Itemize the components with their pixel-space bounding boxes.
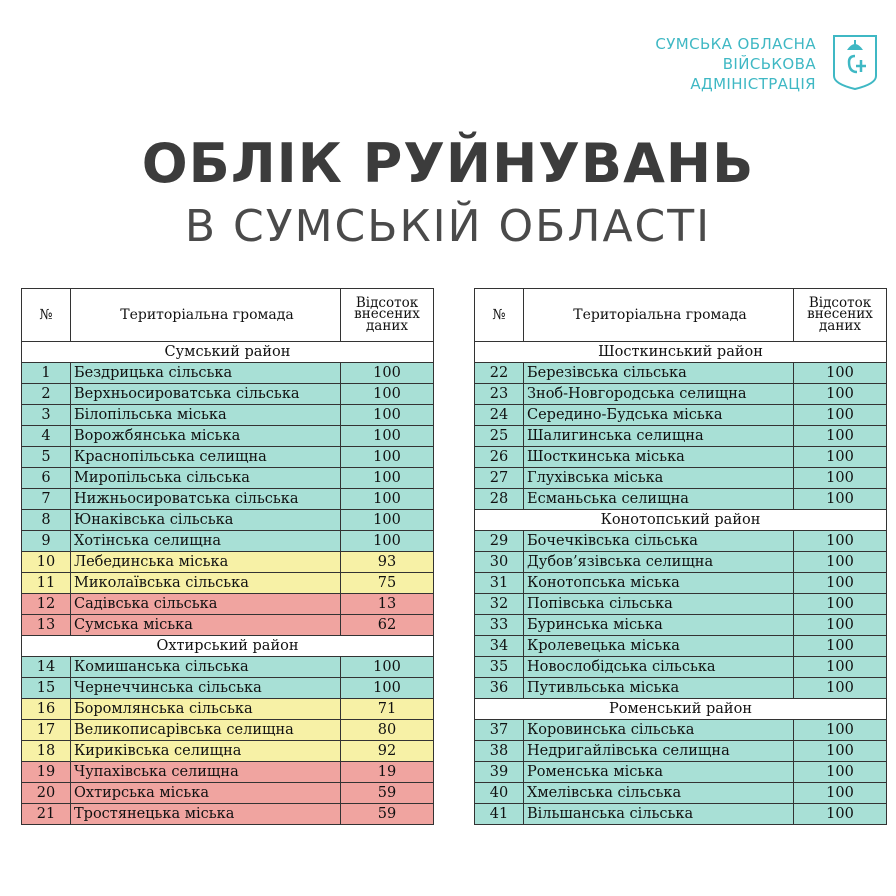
table-row [475,447,887,468]
table-row [475,552,887,573]
row-number: 28 [475,489,524,510]
percent-value: 100 [341,384,434,405]
header-percent [794,289,887,342]
percent-value: 100 [794,531,887,552]
percent-value: 100 [341,489,434,510]
district-name: Охтирський район [22,636,434,657]
table-row [475,657,887,678]
table-row [22,804,434,825]
table-row [22,489,434,510]
community-name: Чупахівська селищна [71,762,341,783]
table-row [475,573,887,594]
percent-value: 100 [341,405,434,426]
percent-value: 19 [341,762,434,783]
percent-value: 100 [341,657,434,678]
percent-value: 100 [341,447,434,468]
table-row [22,405,434,426]
table-row [475,678,887,699]
table-row [475,531,887,552]
row-number: 32 [475,594,524,615]
row-number: 31 [475,573,524,594]
percent-value: 100 [794,720,887,741]
percent-value: 93 [341,552,434,573]
table-row [22,678,434,699]
community-name: Буринська міська [524,615,794,636]
row-number: 9 [22,531,71,552]
community-name: Роменська міська [524,762,794,783]
destruction-table-right [474,288,887,825]
row-number: 22 [475,363,524,384]
district-name: Шосткинський район [475,342,887,363]
destruction-table-left [21,288,434,825]
percent-value: 100 [794,804,887,825]
header-num: № [475,289,524,342]
percent-value: 100 [341,531,434,552]
table-row [22,531,434,552]
table-row [475,489,887,510]
community-name: Шосткинська міська [524,447,794,468]
table-row [22,699,434,720]
table-row [475,384,887,405]
percent-value: 100 [794,762,887,783]
table-row [475,363,887,384]
district-row [22,342,434,363]
percent-value: 100 [794,594,887,615]
row-number: 8 [22,510,71,531]
row-number: 10 [22,552,71,573]
district-name: Сумський район [22,342,434,363]
row-number: 41 [475,804,524,825]
community-name: Лебединська міська [71,552,341,573]
community-name: Кириківська селищна [71,741,341,762]
row-number: 11 [22,573,71,594]
header-percent-line: Відсоток [355,294,419,311]
table-row [475,741,887,762]
table-row [22,552,434,573]
community-name: Глухівська міська [524,468,794,489]
row-number: 5 [22,447,71,468]
district-name: Конотопський район [475,510,887,531]
percent-value: 100 [794,783,887,804]
district-row [22,636,434,657]
community-name: Путивльська міська [524,678,794,699]
header-percent [341,289,434,342]
table-header-row [22,289,434,342]
table-header-row [475,289,887,342]
header-percent-line: даних [366,317,408,334]
percent-value: 100 [794,678,887,699]
community-name: Ворожбянська міська [71,426,341,447]
percent-value: 100 [341,510,434,531]
table-row [22,384,434,405]
row-number: 20 [22,783,71,804]
row-number: 26 [475,447,524,468]
community-name: Боромлянська сільська [71,699,341,720]
community-name: Юнаківська сільська [71,510,341,531]
logo-line-2: ВІЙСЬКОВА [722,55,816,73]
header-percent-line: внесених [354,306,420,323]
community-name: Середино-Будська міська [524,405,794,426]
table-row [22,510,434,531]
table-row [22,657,434,678]
percent-value: 92 [341,741,434,762]
row-number: 1 [22,363,71,384]
row-number: 4 [22,426,71,447]
row-number: 15 [22,678,71,699]
row-number: 35 [475,657,524,678]
percent-value: 100 [341,426,434,447]
table-row [475,783,887,804]
row-number: 33 [475,615,524,636]
percent-value: 13 [341,594,434,615]
table-row [475,426,887,447]
district-row [475,342,887,363]
row-number: 12 [22,594,71,615]
percent-value: 71 [341,699,434,720]
row-number: 40 [475,783,524,804]
community-name: Великописарівська селищна [71,720,341,741]
community-name: Садівська сільська [71,594,341,615]
row-number: 27 [475,468,524,489]
header-num: № [22,289,71,342]
row-number: 7 [22,489,71,510]
percent-value: 62 [341,615,434,636]
community-name: Новослобідська сільська [524,657,794,678]
row-number: 23 [475,384,524,405]
percent-value: 100 [794,447,887,468]
community-name: Сумська міська [71,615,341,636]
logo-line-3: АДМІНІСТРАЦІЯ [690,75,816,93]
community-name: Хотінська селищна [71,531,341,552]
page-title: ОБЛІК РУЙНУВАНЬ [141,132,755,195]
row-number: 14 [22,657,71,678]
community-name: Попівська сільська [524,594,794,615]
community-name: Комишанська сільська [71,657,341,678]
community-name: Дубов’язівська селищна [524,552,794,573]
percent-value: 75 [341,573,434,594]
district-name: Роменський район [475,699,887,720]
community-name: Краснопільська селищна [71,447,341,468]
row-number: 3 [22,405,71,426]
header-percent-line: внесених [807,306,873,323]
table-row [22,783,434,804]
row-number: 34 [475,636,524,657]
community-name: Охтирська міська [71,783,341,804]
percent-value: 100 [341,363,434,384]
row-number: 37 [475,720,524,741]
row-number: 30 [475,552,524,573]
percent-value: 100 [794,426,887,447]
row-number: 2 [22,384,71,405]
community-name: Кролевецька міська [524,636,794,657]
table-row [22,363,434,384]
header-community: Територіальна громада [71,289,341,342]
percent-value: 100 [794,363,887,384]
table-row [22,741,434,762]
community-name: Есманьська селищна [524,489,794,510]
table-row [475,720,887,741]
header-percent-line: даних [819,317,861,334]
community-name: Бездрицька сільська [71,363,341,384]
table-row [475,594,887,615]
table-row [22,468,434,489]
community-name: Шалигинська селищна [524,426,794,447]
row-number: 36 [475,678,524,699]
coat-of-arms-icon [830,32,880,92]
row-number: 18 [22,741,71,762]
community-name: Білопільська міська [71,405,341,426]
page-subtitle: В СУМСЬКІЙ ОБЛАСТІ [184,201,712,252]
header-percent-line: Відсоток [808,294,872,311]
percent-value: 100 [794,384,887,405]
table-row [22,573,434,594]
community-name: Березівська сільська [524,363,794,384]
row-number: 13 [22,615,71,636]
table-row [22,594,434,615]
row-number: 17 [22,720,71,741]
row-number: 39 [475,762,524,783]
table-row [22,447,434,468]
table-row [475,405,887,426]
percent-value: 100 [794,489,887,510]
table-row [475,804,887,825]
logo-line-1: СУМСЬКА ОБЛАСНА [655,35,816,53]
community-name: Бочечківська сільська [524,531,794,552]
percent-value: 100 [794,468,887,489]
percent-value: 100 [794,552,887,573]
percent-value: 100 [794,405,887,426]
community-name: Тростянецька міська [71,804,341,825]
row-number: 29 [475,531,524,552]
logo [655,32,880,94]
district-row [475,699,887,720]
table-row [22,762,434,783]
row-number: 16 [22,699,71,720]
percent-value: 100 [794,615,887,636]
community-name: Хмелівська сільська [524,783,794,804]
percent-value: 59 [341,783,434,804]
community-name: Недригайлівська селищна [524,741,794,762]
row-number: 24 [475,405,524,426]
community-name: Миколаївська сільська [71,573,341,594]
community-name: Вільшанська сільська [524,804,794,825]
row-number: 6 [22,468,71,489]
percent-value: 100 [794,741,887,762]
table-row [475,615,887,636]
table-row [475,762,887,783]
community-name: Конотопська міська [524,573,794,594]
header-community: Територіальна громада [524,289,794,342]
percent-value: 80 [341,720,434,741]
table-row [22,720,434,741]
community-name: Миропільська сільська [71,468,341,489]
percent-value: 100 [794,636,887,657]
row-number: 38 [475,741,524,762]
community-name: Верхньосироватська сільська [71,384,341,405]
table-row [475,636,887,657]
percent-value: 100 [794,573,887,594]
row-number: 21 [22,804,71,825]
table-row [22,615,434,636]
community-name: Чернеччинська сільська [71,678,341,699]
table-row [475,468,887,489]
community-name: Зноб-Новгородська селищна [524,384,794,405]
percent-value: 59 [341,804,434,825]
community-name: Нижньосироватська сільська [71,489,341,510]
percent-value: 100 [341,468,434,489]
logo-text [655,32,816,94]
row-number: 25 [475,426,524,447]
district-row [475,510,887,531]
community-name: Коровинська сільська [524,720,794,741]
table-row [22,426,434,447]
percent-value: 100 [794,657,887,678]
percent-value: 100 [341,678,434,699]
row-number: 19 [22,762,71,783]
